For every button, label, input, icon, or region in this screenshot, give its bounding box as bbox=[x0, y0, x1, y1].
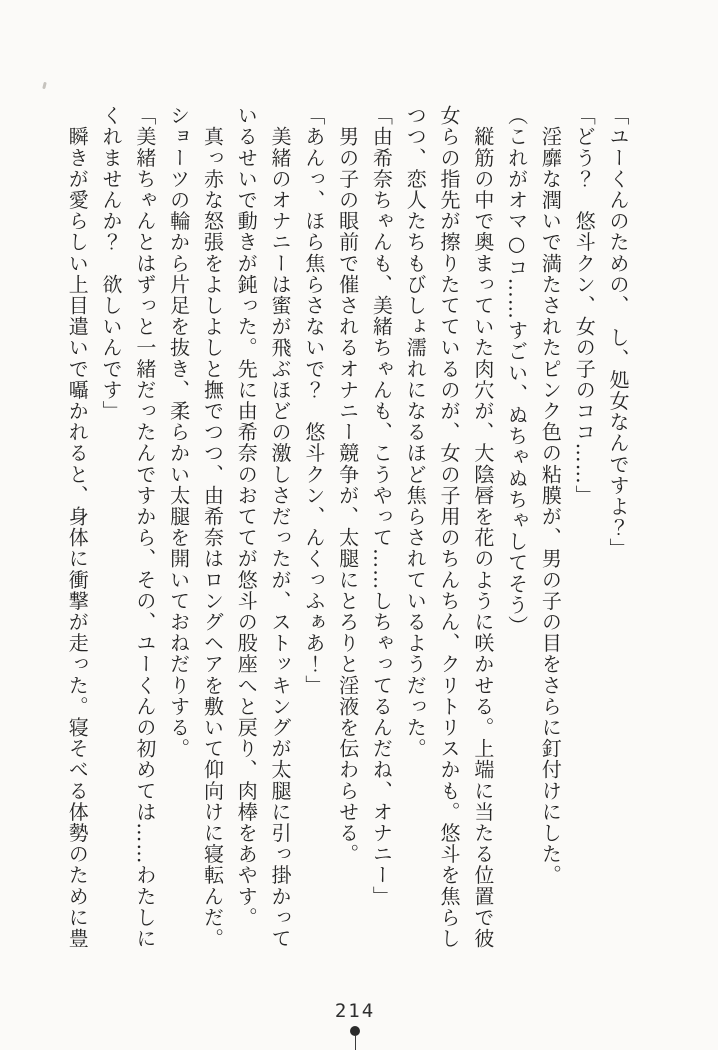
text-line: 「どう？ 悠斗クン、女の子のココ……」 bbox=[572, 105, 597, 506]
text-line: 「美緒ちゃんとはずっと一緒だったんですから、その、ユーくんの初めては……わたしに bbox=[132, 105, 157, 949]
gutter-marker bbox=[349, 1026, 361, 1050]
text-line: いるせいで動きが鈍った。先に由希奈のおててが悠斗の股座へと戻り、肉棒をあやす。 bbox=[234, 105, 259, 928]
scan-artifact bbox=[42, 82, 47, 90]
text-line: 「あんっ、ほら焦らさないで？ 悠斗クン、んくっふぁあ！」 bbox=[301, 105, 326, 696]
text-line: 「ユーくんのための、 し、処女なんですよ？」 bbox=[606, 105, 630, 560]
text-line: 女らの指先が擦りたてているのが、女の子用のちんちん、クリトリスかも。悠斗を焦らし bbox=[437, 105, 462, 949]
text-line: 男の子の眼前で催されるオナニー競争が、太腿にとろりと淫液を伝わらせる。 bbox=[335, 105, 360, 865]
text-line: 縦筋の中で奥まっていた肉穴が、大陰唇を花のように咲かせる。上端に当たる位置で彼 bbox=[470, 105, 495, 949]
text-line: 瞬きが愛らしい上目遣いで囁かれると、身体に衝撃が走った。寝そべる体勢のために豊 bbox=[65, 105, 90, 949]
text-line: ショーツの輪から片足を抜き、柔らかい太腿を開いておねだりする。 bbox=[166, 105, 191, 760]
text-line: 「由希奈ちゃんも、美緒ちゃんも、こうやって……しちゃってるんだね、オナニー」 bbox=[369, 105, 394, 907]
text-line: 淫靡な潤いで満たされたピンク色の粘膜が、男の子の目をさらに釘付けにした。 bbox=[538, 105, 563, 886]
gutter-line bbox=[355, 1035, 356, 1050]
novel-text-block bbox=[59, 105, 634, 967]
text-line: くれませんか？ 欲しいんです」 bbox=[99, 105, 124, 422]
page-number: 214 bbox=[334, 1000, 376, 1022]
text-line: 美緒のオナニーは蜜が飛ぶほどの激しさだったが、ストッキングが太腿に引っ掛かって bbox=[268, 105, 293, 949]
text-line: つつ、恋人たちもびしょ濡れになるほど焦らされているようだった。 bbox=[403, 105, 428, 760]
text-line: （これがオマ○コ……すごい、ぬちゃぬちゃしてそう） bbox=[504, 105, 529, 637]
text-line: 真っ赤な怒張をよしよしと撫でつつ、由希奈はロングヘアを敷いて仰向けに寝転んだ。 bbox=[200, 105, 225, 949]
